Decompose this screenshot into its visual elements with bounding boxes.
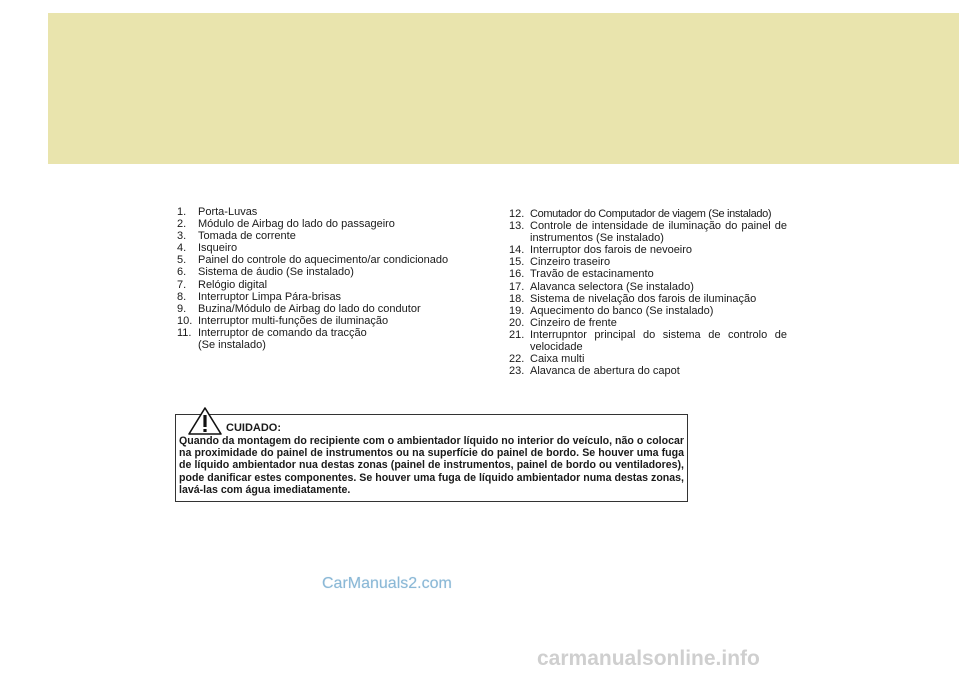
list-item: 6. Sistema de áudio (Se instalado) — [177, 266, 354, 279]
list-item: 11. Interruptor de comando da tracção (Se instalado) — [177, 326, 367, 352]
list-item: 12. Comutador do Computador de viagem (Se instalado) — [509, 208, 772, 220]
caution-box — [175, 414, 688, 502]
caution-title: CUIDADO: — [226, 422, 281, 434]
caution-header — [179, 419, 684, 435]
warning-triangle-icon — [187, 406, 223, 436]
list-item: 22. Caixa multi — [509, 353, 585, 366]
list-item: 14. Interruptor dos farois de nevoeiro — [509, 244, 693, 257]
component-list-left — [177, 206, 467, 351]
list-item: 3. Tomada de corrente — [177, 230, 296, 243]
list-item: 4. Isqueiro — [177, 242, 238, 255]
site-footer-watermark: carmanualsonline.info — [537, 647, 760, 670]
list-item: 2. Módulo de Airbag do lado do passageiro — [177, 218, 395, 231]
component-list-right — [509, 208, 787, 377]
list-item: 7. Relógio digital — [177, 278, 268, 291]
caution-text: Quando da montagem do recipiente com o ambientador líquido no interior do veículo, não o colocar na proximidade do painel de instrumentos ou na superfície do painel de bordo. Se houver uma fuga de líquido ambientador nua destas zonas (painel de instrumentos, painel de bordo ou ventiladores), pode danificar estes componentes. Se houver uma fuga de líquido ambientador numa destas zonas, lavá-las com água imediatamente. — [179, 435, 684, 496]
list-item: 1. Porta-Luvas — [177, 206, 258, 218]
list-item: 13. Controle de intensidade de iluminação do painel de instrumentos (Se instalado) — [509, 220, 787, 245]
list-item: 19. Aquecimento do banco (Se instalado) — [509, 304, 714, 317]
list-item: 8. Interruptor Limpa Pára-brisas — [177, 290, 342, 303]
top-color-band — [48, 13, 959, 164]
list-item: 18. Sistema de nivelação dos farois de iluminação — [509, 292, 757, 305]
list-item: 9. Buzina/Módulo de Airbag do lado do condutor — [177, 302, 421, 315]
list-item: 16. Travão de estacinamento — [509, 268, 654, 281]
list-item: 10. Interruptor multi-funções de iluminação — [177, 314, 389, 327]
list-item: 21. Interrupntor principal do sistema de controlo de velocidade — [509, 328, 787, 354]
list-item: 20. Cinzeiro de frente — [509, 316, 617, 329]
list-item: 15. Cinzeiro traseiro — [509, 256, 611, 269]
list-item: 5. Painel do controle do aquecimento/ar condicionado — [177, 254, 449, 267]
watermark-link[interactable]: CarManuals2.com — [322, 575, 452, 592]
list-item: 17. Alavanca selectora (Se instalado) — [509, 280, 694, 293]
list-item: 23. Alavanca de abertura do capot — [509, 365, 680, 378]
